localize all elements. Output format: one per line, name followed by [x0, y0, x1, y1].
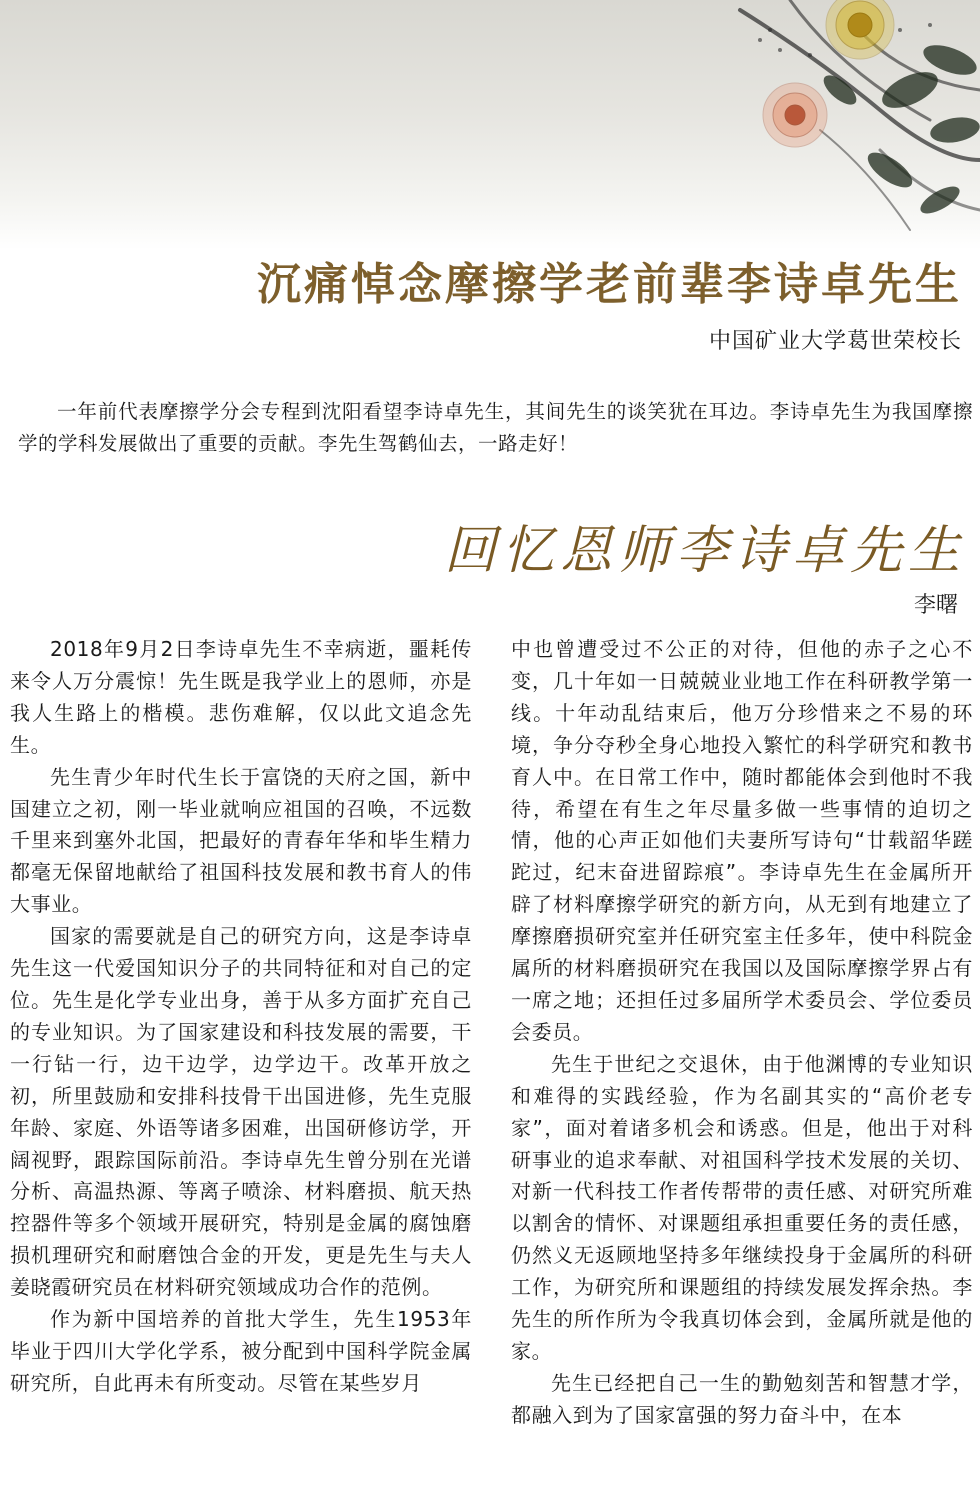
article-left-column [10, 634, 472, 1400]
paragraph: 先生青少年时代生长于富饶的天府之国，新中国建立之初，刚一毕业就响应祖国的召唤，不远数千里来到塞外北国，把最好的青春年华和毕生精力都毫无保留地献给了祖国科技发展和教书育人的伟大事业。 [10, 764, 472, 917]
article-right-column [511, 634, 973, 1432]
paragraph: 先生于世纪之交退休，由于他渊博的专业知识和难得的实践经验，作为名副其实的“高价老专家”，面对着诸多机会和诱惑。但是，他出于对科研事业的追求奉献、对祖国科学技术发展的关切、对新一代科技工作者传帮带的责任感、对研究所难以割舍的情怀、对课题组承担重要任务的责任感，仍然义无返顾地坚持多年继续投身于金属所的科研工作，为研究所和课题组的持续发展发挥余热。李先生的所作所为令我真切体会到，金属所就是他的家。 [511, 1051, 973, 1363]
paragraph: 中也曾遭受过不公正的对待，但他的赤子之心不变，几十年如一日兢兢业业地工作在科研教学第一线。十年动乱结束后，他万分珍惜来之不易的环境，争分夺秒全身心地投入繁忙的科学研究和教书育人中。在日常工作中，随时都能体会到他时不我待，希望在有生之年尽量多做一些事情的迫切之情，他的心声正如他们夫妻所写诗句“廿载韶华蹉跎过，纪末奋进留踪痕”。李诗卓先生在金属所开辟了材料摩擦学研究的新方向，从无到有地建立了摩擦磨损研究室并任研究室主任多年，使中科院金属所的材料磨损研究在我国以及国际摩擦学界占有一席之地；还担任过多届所学术委员会、学位委员会委员。 [511, 637, 973, 1044]
paragraph: 2018年9月2日李诗卓先生不幸病逝，噩耗传来令人万分震惊！先生既是我学业上的恩师，亦是我人生路上的楷模。悲伤难解，仅以此文追念先生。 [10, 637, 472, 757]
paragraph: 国家的需要就是自己的研究方向，这是李诗卓先生这一代爱国知识分子的共同特征和对自己的定位。先生是化学专业出身，善于从多方面扩充自己的专业知识。为了国家建设和科技发展的需要，干一行钻一行，边干边学，边学边干。改革开放之初，所里鼓励和安排科技骨干出国进修，先生克服年龄、家庭、外语等诸多困难，出国研修访学，开阔视野，跟踪国际前沿。李诗卓先生曾分别在光谱分析、高温热源、等离子喷涂、材料磨损、航天热控器件等多个领域开展研究，特别是金属的腐蚀磨损机理研究和耐磨蚀合金的开发，更是先生与夫人姜晓霞研究员在材料研究领域成功合作的范例。 [10, 924, 472, 1300]
memorial-byline: 中国矿业大学葛世荣校长 [708, 329, 962, 354]
paragraph: 先生已经把自己一生的勤勉刻苦和智慧才学，都融入到为了国家富强的努力奋斗中，在本 [511, 1370, 973, 1427]
article-title: 回忆恩师李诗卓先生 [443, 521, 966, 581]
memorial-title: 沉痛悼念摩擦学老前辈李诗卓先生 [257, 259, 962, 310]
paragraph: 作为新中国培养的首批大学生，先生1953年毕业于四川大学化学系，被分配到中国科学院金属研究所，自此再未有所变动。尽管在某些岁月 [10, 1307, 472, 1395]
chrysanthemum-painting [700, 0, 980, 250]
yellow-flower [826, 0, 894, 59]
article-author: 李曙 [913, 593, 958, 618]
memorial-intro: 一年前代表摩擦学分会专程到沈阳看望李诗卓先生，其间先生的谈笑犹在耳边。李诗卓先生为我国摩擦学的学科发展做出了重要的贡献。李先生驾鹤仙去，一路走好！ [18, 400, 973, 455]
pink-flower [763, 83, 827, 147]
